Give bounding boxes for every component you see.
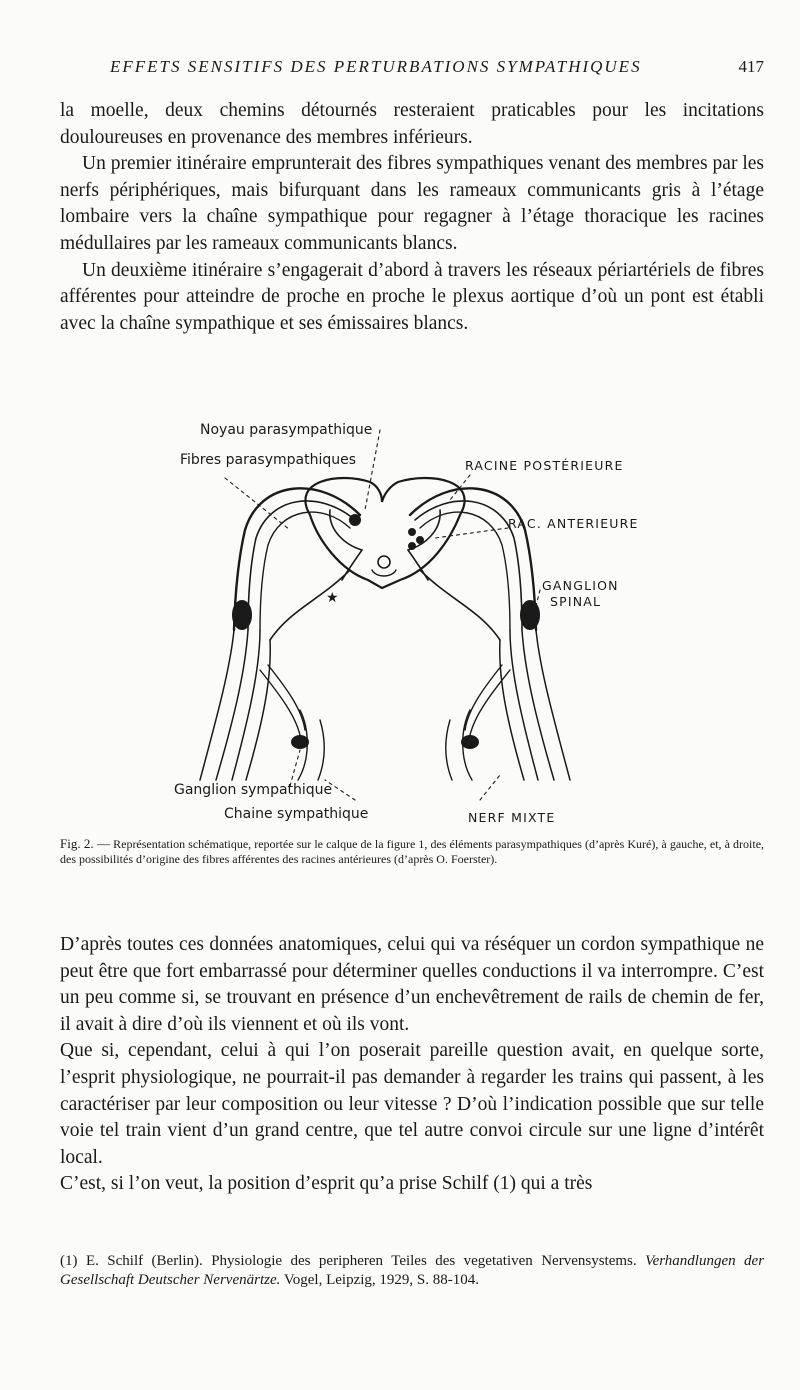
- figure-caption: [60, 836, 764, 867]
- paragraph: Un premier itinéraire emprunterait des fibres sympathiques venant des membres par les nerfs périphériques, mais bifurquant dans les rameaux communicants gris à l’étage lombaire vers la chaîne sympathique pour regagner à l’étage thoracique les racines médullaires par les rameaux communicants blancs.: [60, 153, 764, 254]
- footnote-marker: (1): [60, 1253, 78, 1269]
- label-ganglion-sympathique: Ganglion sympathique: [174, 782, 333, 798]
- label-racine-posterieure: RACINE POSTÉRIEURE: [465, 458, 624, 473]
- label-ganglion-spinal-2: SPINAL: [550, 594, 602, 609]
- footnote-title: Physiologie des peripheren Teiles des vegetativen Nervensystems.: [211, 1253, 637, 1269]
- paragraph: Que si, cependant, celui à qui l’on poserait pareille question avait, en quelque sorte, l’esprit physiologique, ne pourrait-il pas demander à regarder les trains qui passent, à les caractériser par leur composition ou leur vitesse ? D’où l’indication possible que sur telle voie tel train vient d’un grand centre, que tel autre convoi circule sur une ligne d’intérêt local.: [60, 1040, 764, 1168]
- label-fibres: Fibres parasympathiques: [180, 452, 357, 468]
- spinal-cord-diagram: [150, 420, 650, 840]
- footnote-publisher: Vogel, Leipzig, 1929, S. 88-104.: [283, 1272, 479, 1288]
- right-mixed-nerve: [500, 630, 570, 780]
- left-spinal-ganglion: [233, 601, 251, 629]
- label-racine-anterieure: RAC. ANTERIEURE: [508, 516, 639, 531]
- running-title: EFFETS SENSITIFS DES PERTURBATIONS SYMPATHIQUES: [110, 57, 642, 76]
- footnote-author: E. Schilf (Berlin).: [85, 1253, 203, 1269]
- label-chaine-sympathique: Chaine sympathique: [224, 806, 369, 822]
- paragraph: la moelle, deux chemins détournés resteraient praticables pour les incitations douloureuses en provenance des membres inférieurs.: [60, 100, 764, 148]
- page-number: 417: [738, 57, 764, 76]
- label-noyau: Noyau parasympathique: [200, 422, 373, 438]
- paragraph: D’après toutes ces données anatomiques, celui qui va réséquer un cordon sympathique ne peut être que fort embarrassé pour déterminer quelles conductions il va interrompre. C’est un peu comme si, se trouvant en présence d’un enchevêtrement de rails de chemin de fer, il avait à dire d’où ils viennent et où ils vont.: [60, 934, 764, 1035]
- paragraph: Un deuxième itinéraire s’engagerait d’abord à travers les réseaux périartériels de fibres afférentes pour atteindre de proche en proche le plexus aortique d’où un pont est établi avec la chaîne sympathique et ses émissaires blancs.: [60, 259, 764, 334]
- figure-diagram: [150, 420, 650, 840]
- svg-text:★: ★: [326, 590, 339, 606]
- label-ganglion-spinal-1: GANGLION: [542, 578, 619, 593]
- gray-matter: [330, 510, 440, 580]
- paragraph: C’est, si l’on veut, la position d’esprit qu’a prise Schilf (1) qui a très: [60, 1173, 593, 1195]
- parasympathetic-nucleus: [350, 515, 360, 525]
- label-nerf-mixte: NERF MIXTE: [468, 810, 556, 825]
- left-sympathetic-ganglion: [292, 736, 308, 748]
- right-sympathetic-ganglion: [462, 736, 478, 748]
- left-mixed-nerve: [200, 630, 270, 780]
- caption-text: Représentation schématique, reportée sur le calque de la figure 1, des éléments parasympathiques (d’après Kuré), à gauche, et, à droite, des possibilités d’origine des fibres afférentes des racines antérieures (d’après O. Foerster).: [60, 837, 765, 866]
- caption-label: Fig. 2. —: [60, 836, 111, 851]
- central-canal: [378, 556, 390, 568]
- running-head: [110, 57, 764, 77]
- text-block-bottom: [60, 932, 764, 1198]
- footnote: [60, 1252, 764, 1290]
- text-block-top: [60, 98, 764, 337]
- footnote-journal: Verhandlungen der Gesellschaft Deutscher Nervenärtze.: [60, 1253, 765, 1288]
